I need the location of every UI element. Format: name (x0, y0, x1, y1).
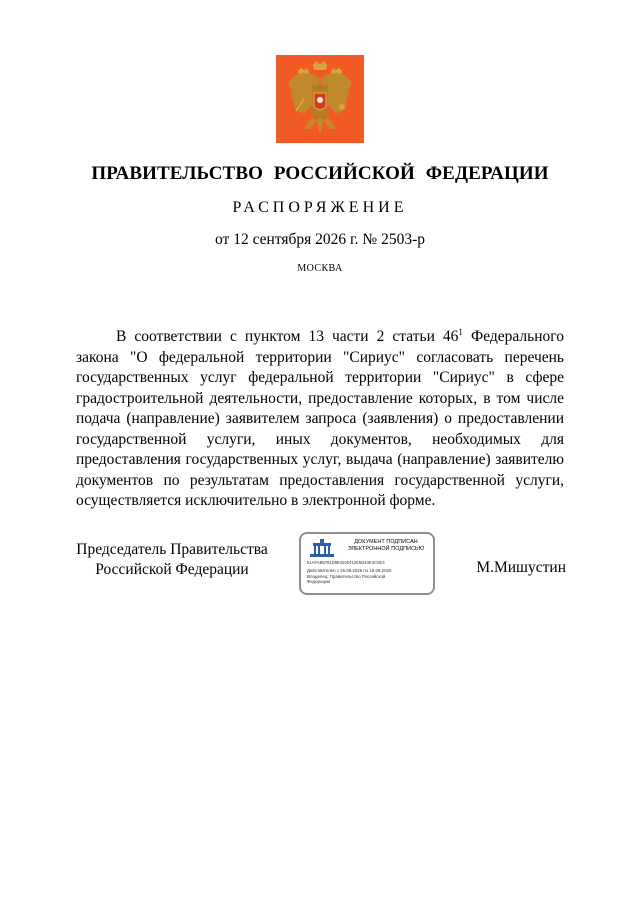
signatory-title (62, 540, 282, 580)
signatory-title-line-2: Российской Федерации (95, 561, 249, 578)
certificate-owner-line-2: Федерации (307, 579, 330, 585)
order-body-text (76, 327, 564, 512)
body-text-rest: Федерального закона "О федеральной территории "Сириус" согласовать перечень государственных услуг федеральной территории "Сириус" в сфере градостроительной деятельности, предоставление которых, в том числе подача (направление) заявителем запроса (заявления) о предоставлении государственной услуги, иных документов, необходимых для предоставления государственных услуг, выдача (направление) заявителю документов по результатам предоставления государственной услуги, осуществляется исключительно в электронной форме. (76, 328, 564, 509)
signatory-name: М.Мишустин (476, 559, 566, 576)
article-superscript: 1 (458, 326, 463, 337)
stamp-header (341, 539, 431, 553)
issuer-heading: ПРАВИТЕЛЬСТВО РОССИЙСКОЙ ФЕДЕРАЦИИ (91, 163, 549, 184)
document-date-number: от 12 сентября 2026 г. № 2503-р (215, 231, 425, 248)
electronic-signature-stamp (299, 532, 435, 595)
coat-of-arms-icon (276, 55, 364, 143)
government-building-icon (307, 538, 337, 558)
validity-period: Действителен с 26.06.2025 по 19.09.2026 (307, 568, 392, 573)
certificate-owner-line-1: Владелец: Правительство Российской (307, 573, 386, 579)
certificate-details (307, 568, 431, 585)
stamp-header-line-1: ДОКУМЕНТ ПОДПИСАН (354, 539, 418, 545)
certificate-number: 51AFAB8781D8E4200412E5D43E3C0E3 (307, 560, 385, 565)
document-city: МОСКВА (297, 263, 343, 274)
stamp-header-line-2: ЭЛЕКТРОННОЙ ПОДПИСЬЮ (347, 546, 425, 552)
body-text-start: В соответствии с пунктом 13 части 2 статьи 46 (116, 328, 459, 345)
signatory-title-line-1: Председатель Правительства (76, 541, 268, 558)
document-type: РАСПОРЯЖЕНИЕ (232, 199, 408, 216)
